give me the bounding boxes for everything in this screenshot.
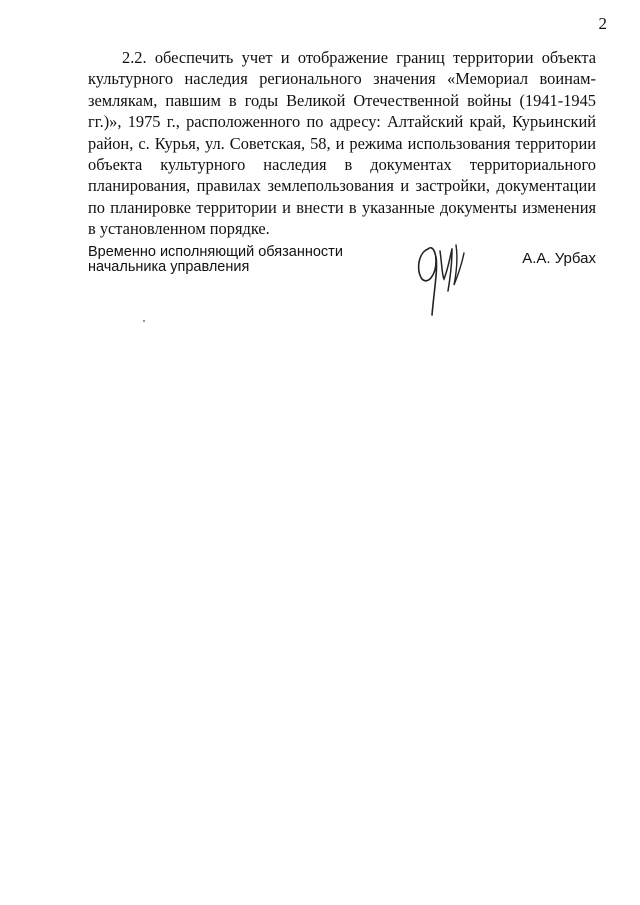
handwritten-signature-icon xyxy=(406,235,476,325)
page-number: 2 xyxy=(598,14,607,33)
signer-title-line-2: начальника управления xyxy=(88,259,250,275)
signer-name: А.А. Урбах xyxy=(522,250,596,267)
scan-speck xyxy=(143,320,145,322)
signer-title-line-1: Временно исполняющий обязанности xyxy=(88,244,343,260)
signature-block xyxy=(88,245,596,335)
body-paragraph: 2.2. обеспечить учет и отображение границ территории объекта культурного наследия регионального значения «Мемориал воинам-землякам, павшим в годы Великой Отечественной войны (1941-1945 гг.)», 1975 г., расположенного по адресу: Алтайский край, Курьинский район, с. Курья, ул. Советская, 58, и режима использования территории объекта культурного наследия в документах территориального планирования, правилах землепользования и застройки, документации по планировке территории и внести в указанные документы изменения в установленном порядке. xyxy=(88,48,596,239)
signer-title xyxy=(88,245,368,275)
